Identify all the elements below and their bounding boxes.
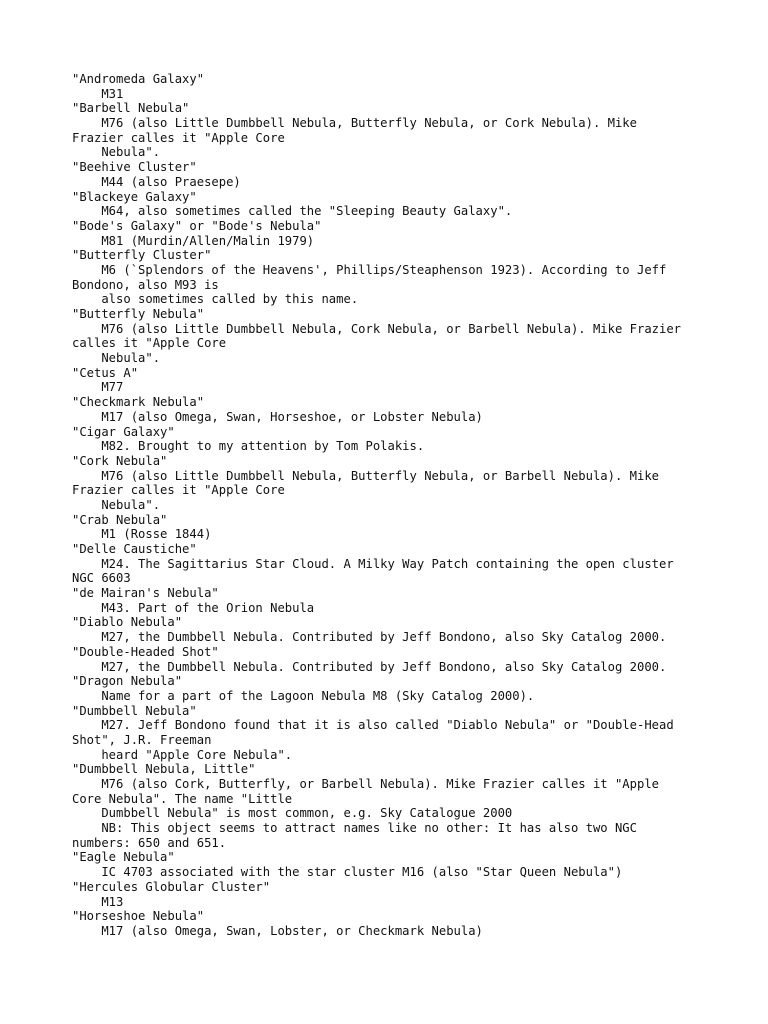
text-line: Name for a part of the Lagoon Nebula M8 (Sky Catalog 2000). bbox=[72, 688, 535, 703]
text-line: Frazier calles it "Apple Core bbox=[72, 130, 285, 145]
text-line: M6 (`Splendors of the Heavens', Phillips/Steaphenson 1923). According to Jeff bbox=[72, 262, 667, 277]
text-line: "de Mairan's Nebula" bbox=[72, 586, 219, 601]
text-line: Frazier calles it "Apple Core bbox=[72, 483, 285, 498]
text-line: "Diablo Nebula" bbox=[72, 615, 183, 630]
text-line: Nebula". bbox=[72, 497, 161, 512]
text-line: "Andromeda Galaxy" bbox=[72, 72, 205, 86]
text-line: numbers: 650 and 651. bbox=[72, 835, 227, 850]
text-line: "Barbell Nebula" bbox=[72, 101, 190, 116]
text-line: "Checkmark Nebula" bbox=[72, 395, 205, 410]
text-line: "Bode's Galaxy" or "Bode's Nebula" bbox=[72, 218, 322, 233]
text-line: M82. Brought to my attention by Tom Polakis. bbox=[72, 439, 425, 454]
text-line: "Dragon Nebula" bbox=[72, 674, 183, 689]
text-line: M17 (also Omega, Swan, Lobster, or Checkmark Nebula) bbox=[72, 923, 483, 938]
text-line: "Cetus A" bbox=[72, 365, 139, 380]
text-line: M27. Jeff Bondono found that it is also called "Diablo Nebula" or "Double-Head bbox=[72, 718, 674, 733]
text-line: M43. Part of the Orion Nebula bbox=[72, 600, 315, 615]
text-line: heard "Apple Core Nebula". bbox=[72, 747, 293, 762]
text-line: M24. The Sagittarius Star Cloud. A Milky Way Patch containing the open cluster bbox=[72, 556, 674, 571]
text-line: M76 (also Cork, Butterfly, or Barbell Nebula). Mike Frazier calles it "Apple bbox=[72, 777, 659, 791]
text-line: Shot", J.R. Freeman bbox=[72, 732, 212, 747]
text-line: NB: This object seems to attract names like no other: It has also two NGC bbox=[72, 821, 637, 836]
text-line: also sometimes called by this name. bbox=[72, 292, 359, 307]
text-line: "Cigar Galaxy" bbox=[72, 424, 175, 439]
text-line: calles it "Apple Core bbox=[72, 336, 227, 351]
text-line: "Horseshoe Nebula" bbox=[72, 909, 205, 924]
text-line: Nebula". bbox=[72, 351, 161, 366]
text-line: M13 bbox=[72, 894, 124, 909]
text-line: "Double-Headed Shot" bbox=[72, 644, 219, 659]
text-line: Core Nebula". The name "Little bbox=[72, 791, 293, 806]
text-line: "Butterfly Cluster" bbox=[72, 248, 212, 263]
text-line: "Butterfly Nebula" bbox=[72, 307, 205, 321]
text-line: NGC 6603 bbox=[72, 571, 131, 586]
text-line: "Cork Nebula" bbox=[72, 453, 168, 468]
text-line: M81 (Murdin/Allen/Malin 1979) bbox=[72, 233, 315, 248]
text-line: "Dumbbell Nebula" bbox=[72, 703, 197, 718]
text-line: M27, the Dumbbell Nebula. Contributed by Jeff Bondono, also Sky Catalog 2000. bbox=[72, 659, 667, 674]
text-line: M17 (also Omega, Swan, Horseshoe, or Lobster Nebula) bbox=[72, 409, 483, 424]
text-line: Bondono, also M93 is bbox=[72, 277, 219, 292]
text-line: "Blackeye Galaxy" bbox=[72, 189, 197, 204]
text-line: Nebula". bbox=[72, 145, 161, 160]
text-line: M77 bbox=[72, 380, 124, 395]
text-line: M44 (also Praesepe) bbox=[72, 174, 241, 189]
text-line: M64, also sometimes called the "Sleeping Beauty Galaxy". bbox=[72, 204, 513, 219]
text-line: M76 (also Little Dumbbell Nebula, Butterfly Nebula, or Barbell Nebula). Mike bbox=[72, 468, 659, 483]
text-line: M31 bbox=[72, 86, 124, 101]
text-line: IC 4703 associated with the star cluster M16 (also "Star Queen Nebula") bbox=[72, 865, 623, 880]
text-line: M76 (also Little Dumbbell Nebula, Butterfly Nebula, or Cork Nebula). Mike bbox=[72, 116, 637, 131]
text-line: M27, the Dumbbell Nebula. Contributed by Jeff Bondono, also Sky Catalog 2000. bbox=[72, 630, 667, 645]
text-line: M76 (also Little Dumbbell Nebula, Cork Nebula, or Barbell Nebula). Mike Frazier bbox=[72, 321, 682, 336]
text-line: "Dumbbell Nebula, Little" bbox=[72, 762, 256, 777]
text-line: M1 (Rosse 1844) bbox=[72, 527, 212, 542]
text-line: "Crab Nebula" bbox=[72, 512, 168, 527]
catalog-text bbox=[72, 72, 712, 939]
text-line: "Eagle Nebula" bbox=[72, 850, 175, 865]
text-line: "Beehive Cluster" bbox=[72, 160, 197, 175]
text-line: "Hercules Globular Cluster" bbox=[72, 879, 271, 894]
text-line: Dumbbell Nebula" is most common, e.g. Sky Catalogue 2000 bbox=[72, 806, 513, 821]
text-line: "Delle Caustiche" bbox=[72, 542, 197, 556]
